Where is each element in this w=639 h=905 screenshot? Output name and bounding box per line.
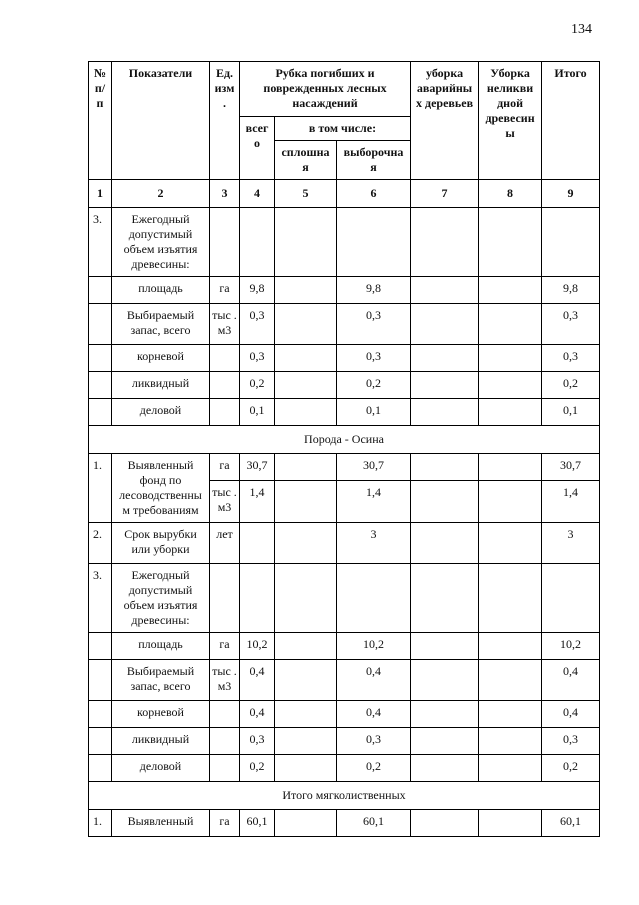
col-number: 3 xyxy=(210,180,240,208)
cell-selective: 0,3 xyxy=(337,728,411,755)
row-num: 2. xyxy=(89,523,112,564)
cell-total: 60,1 xyxy=(542,810,600,837)
row-unit: лет xyxy=(210,523,240,564)
row-label: корневой xyxy=(112,345,210,372)
cell-total: 0,3 xyxy=(542,728,600,755)
row-label: площадь xyxy=(112,277,210,304)
cell-total: 0,4 xyxy=(542,701,600,728)
row-num: 3. xyxy=(89,564,112,633)
table-row xyxy=(89,728,600,755)
cell-selective: 0,3 xyxy=(337,345,411,372)
row-unit: тыс . м3 xyxy=(210,660,240,701)
cell-selective: 0,4 xyxy=(337,701,411,728)
header-num: № п/ п xyxy=(89,62,112,180)
cell-selective: 0,2 xyxy=(337,372,411,399)
row-num: 1. xyxy=(89,454,112,523)
section-title-aspen: Порода - Осина xyxy=(89,426,600,454)
row-num: 1. xyxy=(89,810,112,837)
table-row xyxy=(89,660,600,701)
cell-all: 0,4 xyxy=(240,660,275,701)
cell-selective: 9,8 xyxy=(337,277,411,304)
row-num: 3. xyxy=(89,208,112,277)
cell-selective: 1,4 xyxy=(337,481,411,523)
cell-all: 1,4 xyxy=(240,481,275,523)
cell-selective: 0,4 xyxy=(337,660,411,701)
cell-selective: 3 xyxy=(337,523,411,564)
cell-total: 3 xyxy=(542,523,600,564)
row-unit: тыс . м3 xyxy=(210,304,240,345)
table-row xyxy=(89,701,600,728)
col-number: 9 xyxy=(542,180,600,208)
cell-total: 30,7 xyxy=(542,454,600,481)
cell-all: 30,7 xyxy=(240,454,275,481)
cell-selective: 60,1 xyxy=(337,810,411,837)
row-label: Ежегодный допустимый объем изъятия древесины: xyxy=(112,564,210,633)
cell-selective: 0,1 xyxy=(337,399,411,426)
row-label: Срок вырубки или уборки xyxy=(112,523,210,564)
row-label: деловой xyxy=(112,399,210,426)
cell-all: 9,8 xyxy=(240,277,275,304)
cell-total: 0,2 xyxy=(542,755,600,782)
header-including: в том числе: xyxy=(275,117,411,141)
row-label: ликвидный xyxy=(112,728,210,755)
table-row xyxy=(89,345,600,372)
cell-selective: 0,2 xyxy=(337,755,411,782)
cell-all: 0,4 xyxy=(240,701,275,728)
cell-all: 0,1 xyxy=(240,399,275,426)
header-all: всег о xyxy=(240,117,275,180)
cell-all: 60,1 xyxy=(240,810,275,837)
row-unit: тыс . м3 xyxy=(210,481,240,523)
cell-total: 0,4 xyxy=(542,660,600,701)
table-row xyxy=(89,810,600,837)
cell-total: 1,4 xyxy=(542,481,600,523)
cell-total: 0,2 xyxy=(542,372,600,399)
cell-all: 0,3 xyxy=(240,345,275,372)
cell-total: 0,3 xyxy=(542,304,600,345)
row-label: Выбираемый запас, всего xyxy=(112,304,210,345)
cell-all: 0,3 xyxy=(240,728,275,755)
section-title-total: Итого мягколиственных xyxy=(89,782,600,810)
row-label: Выявленный xyxy=(112,810,210,837)
column-number-row xyxy=(89,180,600,208)
table-header-row xyxy=(89,62,600,117)
header-clear: сплошна я xyxy=(275,141,337,180)
row-unit: га xyxy=(210,633,240,660)
cell-all: 10,2 xyxy=(240,633,275,660)
header-illiquid: Уборка неликви дной древесин ы xyxy=(479,62,542,180)
cell-total: 9,8 xyxy=(542,277,600,304)
row-unit: га xyxy=(210,277,240,304)
row-label: Выбираемый запас, всего xyxy=(112,660,210,701)
row-unit: га xyxy=(210,454,240,481)
table-row xyxy=(89,208,600,277)
col-number: 8 xyxy=(479,180,542,208)
header-selective: выборочна я xyxy=(337,141,411,180)
cell-total: 0,3 xyxy=(542,345,600,372)
header-unit: Ед. изм . xyxy=(210,62,240,180)
header-cleanup: уборка аварийны х деревьев xyxy=(411,62,479,180)
cell-all: 0,2 xyxy=(240,755,275,782)
col-number: 1 xyxy=(89,180,112,208)
row-label: деловой xyxy=(112,755,210,782)
table-row xyxy=(89,755,600,782)
header-indicators: Показатели xyxy=(112,62,210,180)
cell-all: 0,3 xyxy=(240,304,275,345)
col-number: 4 xyxy=(240,180,275,208)
table-row xyxy=(89,523,600,564)
header-total: Итого xyxy=(542,62,600,180)
cell-selective: 10,2 xyxy=(337,633,411,660)
row-label: Выявленный фонд по лесоводственны м требованиям xyxy=(112,454,210,523)
table-row xyxy=(89,304,600,345)
table-row xyxy=(89,454,600,481)
cell-total: 0,1 xyxy=(542,399,600,426)
header-felling: Рубка погибших и поврежденных лесных насаждений xyxy=(240,62,411,117)
col-number: 7 xyxy=(411,180,479,208)
col-number: 5 xyxy=(275,180,337,208)
row-label: ликвидный xyxy=(112,372,210,399)
col-number: 6 xyxy=(337,180,411,208)
table-row xyxy=(89,372,600,399)
cell-all: 0,2 xyxy=(240,372,275,399)
row-label: корневой xyxy=(112,701,210,728)
row-label: Ежегодный допустимый объем изъятия древесины: xyxy=(112,208,210,277)
table-row xyxy=(89,399,600,426)
cell-total: 10,2 xyxy=(542,633,600,660)
forest-felling-table xyxy=(88,61,600,837)
row-unit: га xyxy=(210,810,240,837)
section-row xyxy=(89,782,600,810)
table-row xyxy=(89,277,600,304)
cell-selective: 30,7 xyxy=(337,454,411,481)
table-row xyxy=(89,564,600,633)
section-row xyxy=(89,426,600,454)
col-number: 2 xyxy=(112,180,210,208)
page-number: 134 xyxy=(571,22,592,37)
row-label: площадь xyxy=(112,633,210,660)
table-row xyxy=(89,633,600,660)
cell-selective: 0,3 xyxy=(337,304,411,345)
